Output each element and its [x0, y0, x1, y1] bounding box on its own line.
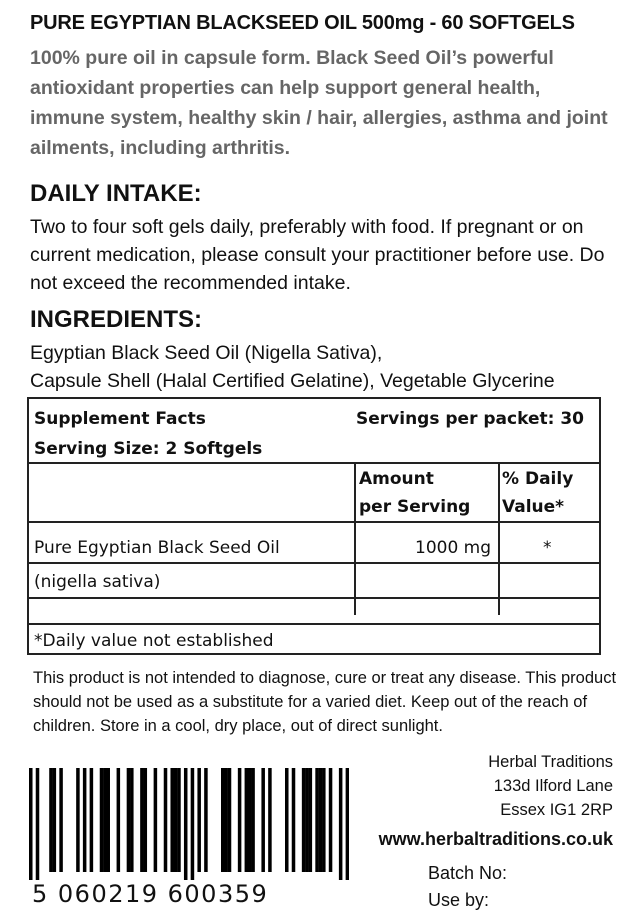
ingredients-line-2: Capsule Shell (Halal Certified Gelatine), Vegetable Glycerine: [30, 370, 555, 392]
barcode-bar: [154, 768, 158, 872]
barcode-bar: [83, 768, 87, 872]
barcode-bar: [197, 768, 201, 872]
divider: [29, 623, 599, 625]
ingredient-amount: 1000 mg: [415, 538, 492, 558]
amount-header-line-1: Amount: [359, 469, 434, 489]
daily-value-header-line-2: Value*: [502, 497, 565, 517]
barcode-bar: [238, 768, 242, 872]
batch-number-label: Batch No:: [428, 863, 508, 883]
daily-intake-text: Two to four soft gels daily, preferably with food. If pregnant or on current medication, please consult your practitioner before use. Do not exceed the recommended intake.: [30, 216, 605, 294]
barcode-bar: [144, 768, 148, 872]
barcode-bar: [339, 768, 343, 880]
company-street: 133d Ilford Lane: [493, 777, 613, 795]
barcode-bar: [184, 768, 188, 880]
barcode-bar: [140, 768, 144, 872]
barcode-bar: [245, 768, 249, 872]
servings-per-packet: Servings per packet: 30: [356, 409, 584, 429]
barcode-bar: [302, 768, 306, 872]
barcode-bar: [309, 768, 313, 872]
barcode-bar: [174, 768, 178, 872]
divider: [354, 462, 356, 615]
ingredient-latin-name: (nigella sativa): [34, 572, 161, 592]
ingredients-heading: INGREDIENTS:: [30, 306, 203, 333]
ingredient-daily-value: *: [543, 538, 552, 558]
daily-value-header-line-1: % Daily: [502, 469, 574, 489]
barcode-number: 5 060219 600359: [32, 880, 269, 908]
barcode-bar: [103, 768, 107, 872]
divider: [29, 462, 599, 464]
use-by-label: Use by:: [428, 890, 490, 910]
barcode-bar: [285, 768, 289, 872]
barcode-bar: [315, 768, 319, 872]
company-name: Herbal Traditions: [488, 753, 613, 771]
barcode-bar: [261, 768, 265, 872]
barcode-image: [29, 768, 349, 880]
barcode-bar: [127, 768, 131, 872]
footnote: *Daily value not established: [34, 631, 274, 651]
barcode-bar: [29, 768, 33, 880]
barcode-bar: [170, 768, 174, 872]
barcode-bar: [49, 768, 53, 872]
barcode-bar: [164, 768, 168, 872]
barcode-bar: [36, 768, 40, 880]
serving-size: Serving Size: 2 Softgels: [34, 439, 263, 459]
supplement-facts-title: Supplement Facts: [34, 409, 206, 429]
barcode-bar: [292, 768, 296, 872]
batch-info: [428, 860, 507, 914]
barcode-bar: [53, 768, 57, 872]
barcode-bar: [177, 768, 181, 872]
barcode-bar: [90, 768, 94, 872]
barcode-bar: [106, 768, 110, 872]
divider: [29, 521, 599, 523]
barcode-bar: [322, 768, 326, 872]
barcode-bar: [346, 768, 349, 880]
barcode-bar: [59, 768, 63, 872]
daily-intake-heading: DAILY INTAKE:: [30, 180, 202, 207]
barcode-bar: [117, 768, 121, 872]
divider: [29, 562, 599, 564]
barcode-bar: [268, 768, 272, 872]
barcode-bar: [76, 768, 80, 872]
website-url: www.herbaltraditions.co.uk: [378, 829, 613, 849]
barcode-bar: [100, 768, 104, 872]
barcode-bar: [224, 768, 228, 872]
product-description: 100% pure oil in capsule form. Black Seed Oil’s powerful antioxidant properties can help support general health, immune system, healthy skin / hair, allergies, asthma and joint ailments, including arthritis.: [30, 47, 608, 159]
barcode-bar: [228, 768, 232, 872]
barcode-bar: [204, 768, 208, 872]
amount-header-line-2: per Serving: [359, 497, 471, 517]
barcode-bar: [329, 768, 333, 872]
disclaimer-text: This product is not intended to diagnose, cure or treat any disease. This product should not be used as a substitute for a varied diet. Keep out of the reach of children. Store in a cool, dry place, out of direct sunlight.: [33, 669, 617, 735]
ingredients-line-1: Egyptian Black Seed Oil (Nigella Sativa),: [30, 342, 383, 364]
barcode-bar: [305, 768, 309, 872]
company-address: [488, 750, 613, 822]
barcode-bar: [130, 768, 134, 872]
ingredient-name: Pure Egyptian Black Seed Oil: [34, 538, 280, 558]
supplement-facts-table: [27, 397, 601, 655]
barcode-bar: [251, 768, 255, 872]
barcode-bar: [221, 768, 225, 872]
divider: [498, 462, 500, 615]
barcode-bar: [248, 768, 252, 872]
divider: [29, 597, 599, 599]
company-city: Essex IG1 2RP: [500, 801, 613, 819]
barcode-bar: [319, 768, 323, 872]
product-title: PURE EGYPTIAN BLACKSEED OIL 500mg - 60 SOFTGELS: [30, 12, 575, 34]
barcode-bar: [191, 768, 195, 880]
